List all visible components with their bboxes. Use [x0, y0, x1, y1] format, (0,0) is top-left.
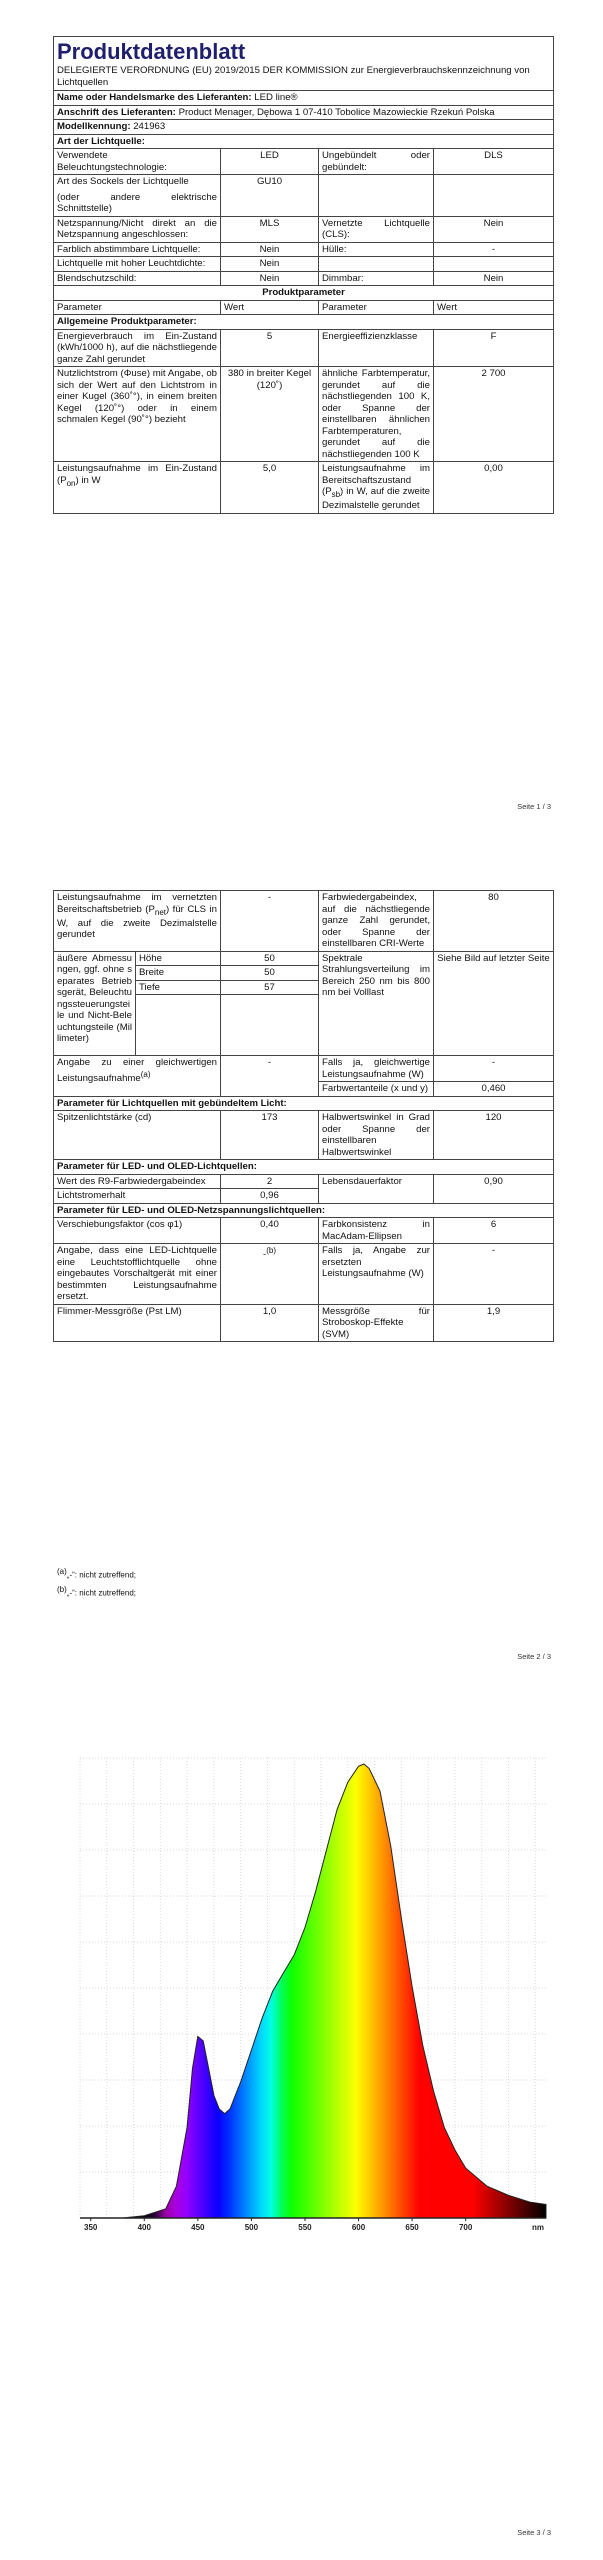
psb-label: Leistungsaufnahme im Bereitschaftszustand $(P_{sb})$ in W, auf die zweite Dezimalstelle gerundet — [319, 462, 434, 514]
replace-power-label: Falls ja, Angabe zur ersetzten Leistungsaufnahme (W) — [319, 1244, 434, 1305]
pon-label: Leistungsaufnahme im Ein-Zustand $(P_{on})$ in W — [54, 462, 221, 514]
width-label: Breite — [136, 966, 221, 981]
spd-label: Spektrale Strahlungsverteilung im Bereich 250 nm bis 800 nm bei Volllast — [319, 951, 434, 1056]
high-luminance-label: Lichtquelle mit hoher Leuchtdichte: — [54, 257, 221, 272]
survival-label: Lebensdauerfaktor — [319, 1174, 434, 1203]
dimmable-label: Dimmbar: — [319, 271, 434, 286]
svm-value: 1,9 — [434, 1304, 554, 1342]
dimensions-label: äußere Abmessungen, ggf. ohne separates Betriebsgerät, Beleuchtungssteuerungsteile und Nicht-Beleuchtungsteile (Millimeter) — [54, 951, 136, 1056]
glare-label: Blendschutzschild: — [54, 271, 221, 286]
cri-value: 80 — [434, 891, 554, 952]
cct-label: ähnliche Farbtemperatur, gerundet auf die nächstliegenden 100 K, oder Spanne der einstellbaren ähnlichen Farbtemperaturen, gerundet auf die nächstliegenden 100 K — [319, 367, 434, 462]
x-tick-label: 650 — [405, 2223, 419, 2232]
general-params-header: Allgemeine Produktparameter: — [54, 315, 554, 330]
r9-label: Wert des R9-Farbwiedergabeindex — [54, 1174, 221, 1189]
col-value-1: Wert — [221, 300, 319, 315]
page-footer-2: Seite 2 / 3 — [517, 1652, 551, 1661]
mains-label: Netzspannung/Nicht direkt an die Netzspannung angeschlossen: — [54, 216, 221, 242]
pf-value: 0,40 — [221, 1218, 319, 1244]
footnote-b: $^{(b)}$„-“: nicht zutreffend; — [57, 1585, 136, 1598]
energy-value: 5 — [221, 329, 319, 367]
envelope-label: Hülle: — [319, 242, 434, 257]
connected-label: Vernetzte Lichtquelle (CLS): — [319, 216, 434, 242]
psb-value: 0,00 — [434, 462, 554, 514]
colour-tunable-label: Farblich abstimmbare Lichtquelle: — [54, 242, 221, 257]
x-ticks — [84, 2218, 544, 2232]
dimmable-value: Nein — [434, 271, 554, 286]
page-footer-3: Seite 3 / 3 — [517, 2528, 551, 2537]
eff-class-label: Energieeffizienzklasse — [319, 329, 434, 367]
pnet-value: - — [221, 891, 319, 952]
non-directional-label: Ungebündelt oder gebündelt: — [319, 149, 434, 175]
chroma-value: 0,460 — [434, 1082, 554, 1097]
macadam-label: Farbkonsistenz in MacAdam-Ellipsen — [319, 1218, 434, 1244]
regulation-text: DELEGIERTE VERORDNUNG (EU) 2019/2015 DER KOMMISSION zur Energieverbrauchskennzeichnung von Lichtquellen — [57, 65, 530, 88]
model-id: 241963 — [133, 121, 166, 132]
x-tick-label: 400 — [137, 2223, 151, 2232]
chroma-label: Farbwertanteile (x und y) — [319, 1082, 434, 1097]
height-value: 50 — [221, 951, 319, 966]
pf-label: Verschiebungsfaktor (cos φ1) — [54, 1218, 221, 1244]
col-param-1: Parameter — [54, 300, 221, 315]
eff-class-value: F — [434, 329, 554, 367]
peak-label: Spitzenlichtstärke (cd) — [54, 1111, 221, 1160]
mains-led-params-header: Parameter für LED- und OLED-Netzspannungslichtquellen: — [54, 1203, 554, 1218]
flux-label: Nutzlichtstrom (Φuse) mit Angabe, ob sich der Wert auf den Lichtstrom in einer Kugel (360˚°), in einem breiten Kegel (120˚°) oder in einem schmalen Kegel (90˚°) bezieht — [54, 367, 221, 462]
directional-params-header: Parameter für Lichtquellen mit gebündeltem Licht: — [54, 1096, 554, 1111]
energy-label: Energieverbrauch im Ein-Zustand (kWh/1000 h), auf die nächstliegende ganze Zahl gerundet — [54, 329, 221, 367]
equiv-label: Angabe zu einer gleichwertigen Leistungsaufnahme$^{(a)}$ — [54, 1056, 221, 1097]
x-tick-label: 350 — [84, 2223, 98, 2232]
col-value-2: Wert — [434, 300, 554, 315]
supplier-address: Product Menager, Dębowa 1 07-410 Tobolice Mazowieckie Rzekuń Polska — [178, 106, 495, 118]
x-tick-label: 700 — [458, 2223, 473, 2232]
col-param-2: Parameter — [319, 300, 434, 315]
maintenance-label: Lichtstromerhalt — [54, 1189, 221, 1204]
height-label: Höhe — [136, 951, 221, 966]
led-params-header: Parameter für LED- und OLED-Lichtquellen: — [54, 1160, 554, 1175]
cap-value: GU10 — [221, 175, 319, 217]
spectral-distribution-chart — [70, 1750, 556, 2240]
width-value: 50 — [221, 966, 319, 981]
supplier-address-row: Anschrift des Lieferanten: Product Menager, Dębowa 1 07-410 Tobolice Mazowieckie Rzekuń Polska — [54, 105, 554, 120]
x-tick-label: 450 — [191, 2223, 205, 2232]
equiv-value: - — [221, 1056, 319, 1097]
x-tick-label: 600 — [351, 2223, 366, 2232]
technology-label: Verwendete Beleuchtungstechnologie: — [54, 149, 221, 175]
supplier-name-row: Name oder Handelsmarke des Lieferanten: LED line® — [54, 91, 554, 106]
model-row: Modellkennung: 241963 — [54, 120, 554, 135]
page-title: Produktdatenblatt — [57, 39, 246, 64]
survival-value: 0,90 — [434, 1174, 554, 1203]
supplier-name: LED line® — [254, 92, 298, 103]
r9-value: 2 — [221, 1174, 319, 1189]
beam-value: 120 — [434, 1111, 554, 1160]
peak-value: 173 — [221, 1111, 319, 1160]
maintenance-value: 0,96 — [221, 1189, 319, 1204]
beam-label: Halbwertswinkel in Grad oder Spanne der einstellbaren Halbwertswinkel — [319, 1111, 434, 1160]
pon-value: 5,0 — [221, 462, 319, 514]
flicker-label: Flimmer-Messgröße (Pst LM) — [54, 1304, 221, 1342]
glare-value: Nein — [221, 271, 319, 286]
pnet-label: Leistungsaufnahme im vernetzten Bereitschaftsbetrieb $(P_{net})$ für CLS in W, auf die zweite Dezimalstelle gerundet — [54, 891, 221, 952]
lightsource-type-header: Art der Lichtquelle: — [54, 134, 554, 149]
flicker-value: 1,0 — [221, 1304, 319, 1342]
spectrum-area — [123, 1764, 546, 2218]
product-params-header: Produktparameter — [54, 286, 554, 301]
depth-value: 57 — [221, 980, 319, 995]
replace-power-value: - — [434, 1244, 554, 1305]
cri-label: Farbwiedergabeindex, auf die nächstliegende ganze Zahl gerundet, oder Spanne der einstellbaren CRI-Werte — [319, 891, 434, 952]
high-luminance-value: Nein — [221, 257, 319, 272]
x-tick-label: 550 — [298, 2223, 312, 2232]
envelope-value: - — [434, 242, 554, 257]
replace-value: -$^{(b)}$ — [221, 1244, 319, 1305]
macadam-value: 6 — [434, 1218, 554, 1244]
footnote-a: $^{(a)}$„-“: nicht zutreffend; — [57, 1567, 136, 1580]
mains-value: MLS — [221, 216, 319, 242]
colour-tunable-value: Nein — [221, 242, 319, 257]
x-tick-label: 500 — [244, 2223, 259, 2232]
x-axis-label: nm — [532, 2223, 544, 2232]
flux-value: 380 in breiter Kegel (120˚) — [221, 367, 319, 462]
replace-label: Angabe, dass eine LED-Lichtquelle eine Leuchtstofflichtquelle ohne eingebautes Vorschaltgerät mit einer bestimmten Leistungsaufnahme ersetzt. — [54, 1244, 221, 1305]
spd-value: Siehe Bild auf letzter Seite — [434, 951, 554, 1056]
non-directional-value: DLS — [434, 149, 554, 175]
equiv-power-label: Falls ja, gleichwertige Leistungsaufnahme (W) — [319, 1056, 434, 1082]
technology-value: LED — [221, 149, 319, 175]
svm-label: Messgröße für Stroboskop-Effekte (SVM) — [319, 1304, 434, 1342]
depth-label: Tiefe — [136, 980, 221, 995]
equiv-power-value: - — [434, 1056, 554, 1082]
cct-value: 2 700 — [434, 367, 554, 462]
connected-value: Nein — [434, 216, 554, 242]
page-footer-1: Seite 1 / 3 — [517, 802, 551, 811]
cap-label: Art des Sockels der Lichtquelle (oder andere elektrische Schnittstelle) — [54, 175, 221, 217]
